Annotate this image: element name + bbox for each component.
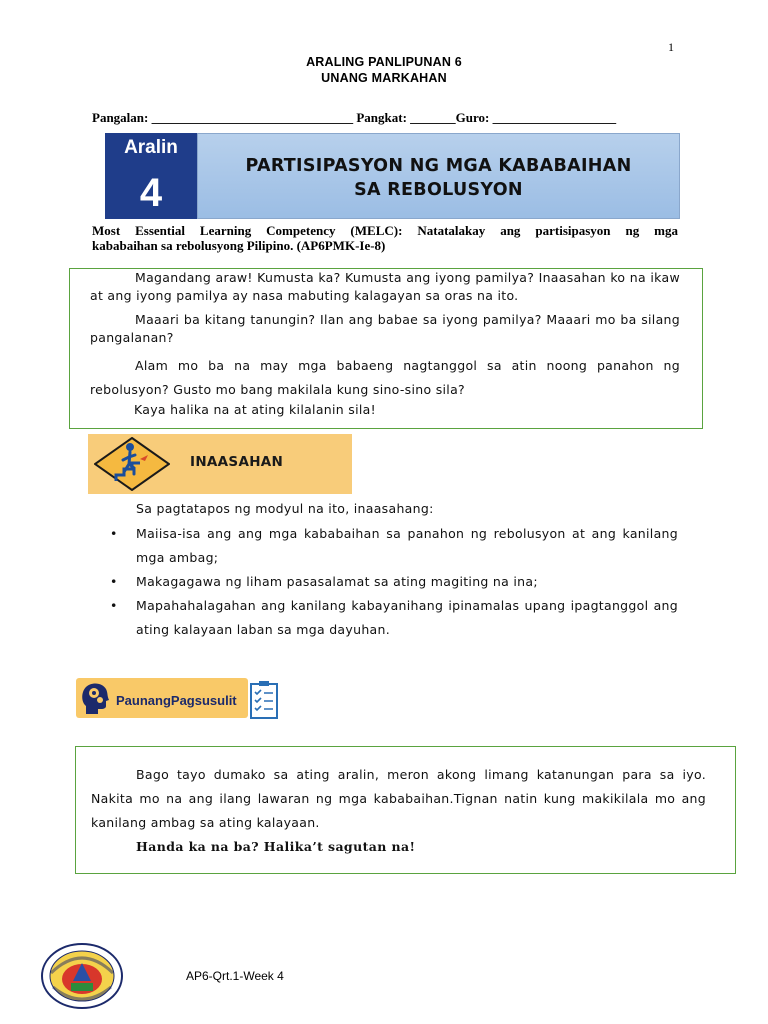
pretest-paragraph-2: Handa ka na ba? Halika’t sagutan na!	[136, 839, 416, 854]
intro-box	[69, 268, 703, 429]
paunang-pagsusulit-banner	[76, 676, 280, 722]
paunang-label: PaunangPagsusulit	[116, 693, 237, 708]
inaasahan-banner	[88, 434, 352, 494]
lesson-number: 4	[139, 171, 163, 215]
inaasahan-label: INAASAHAN	[190, 454, 284, 470]
page-number: 1	[668, 40, 674, 54]
footer-code: AP6-Qrt.1-Week 4	[186, 969, 284, 983]
lesson-banner	[105, 133, 680, 219]
division-seal-logo	[41, 943, 123, 1009]
lesson-word: Aralin	[124, 137, 178, 158]
subject-title: ARALING PANLIPUNAN 6	[306, 55, 462, 69]
list-item-text: Maiisa-isa ang ang mga kababaihan sa panahon ng rebolusyon at ang kanilang mga ambag;	[136, 526, 678, 565]
head-gears-icon	[80, 680, 110, 716]
lesson-number-block	[105, 133, 197, 219]
person-climbing-stairs-icon	[94, 437, 170, 491]
lesson-title-line2: SA REBOLUSYON	[354, 180, 523, 200]
bullet-icon: •	[110, 574, 118, 589]
pretest-box	[75, 746, 736, 874]
quarter-title: UNANG MARKAHAN	[321, 71, 447, 85]
list-item-text: Mapahahalagahan ang kanilang kabayanihang ipinamalas upang ipagtanggol ang ating kalayaan laban sa mga dayuhan.	[136, 598, 678, 637]
lesson-title-block	[197, 133, 680, 219]
list-item	[110, 594, 678, 642]
list-item	[110, 522, 678, 570]
melc-statement	[92, 223, 678, 253]
bullet-icon: •	[110, 526, 118, 541]
lesson-title-line1: PARTISIPASYON NG MGA KABABAIHAN	[245, 156, 632, 176]
expectations-list	[110, 522, 678, 642]
melc-line2: kababaihan sa rebolusyong Pilipino. (AP6PMK-Ie-8)	[92, 238, 386, 253]
pretest-paragraph-1: Bago tayo dumako sa ating aralin, meron akong limang katanungan para sa iyo. Nakita mo na ang ilang lawaran ng mga kababaihan.Tignan natin kung makikilala mo ang kanilang ambag sa ating kalayaan.	[91, 767, 706, 830]
intro-paragraph-3: Alam mo ba na may mga babaeng nagtanggol sa atin noong panahon ng rebolusyon? Gusto mo bang makilala kung sino-sino sila?	[90, 358, 680, 397]
intro-paragraph-2: Maaari ba kitang tanungin? Ilan ang babae sa iyong pamilya? Maaari mo ba silang pangalanan?	[90, 312, 680, 345]
expectations-intro: Sa pagtatapos ng modyul na ito, inaasahang:	[136, 501, 434, 516]
intro-paragraph-1: Magandang araw! Kumusta ka? Kumusta ang iyong pamilya? Inaasahan ko na ikaw at ang iyong pamilya ay nasa mabuting kalagayan sa oras na ito.	[90, 270, 680, 303]
list-item	[110, 570, 678, 594]
melc-line1: Most Essential Learning Competency (MELC): Natatalakay ang partisipasyon ng mga	[92, 223, 678, 238]
name-fields-line: Pangalan: _______________________________ Pangkat: _______Guro: ___________________	[92, 110, 617, 125]
checklist-icon	[248, 676, 280, 722]
bullet-icon: •	[110, 598, 118, 613]
intro-paragraph-4: Kaya halika na at ating kilalanin sila!	[134, 402, 376, 417]
list-item-text: Makagagawa ng liham pasasalamat sa ating magiting na ina;	[136, 574, 538, 589]
